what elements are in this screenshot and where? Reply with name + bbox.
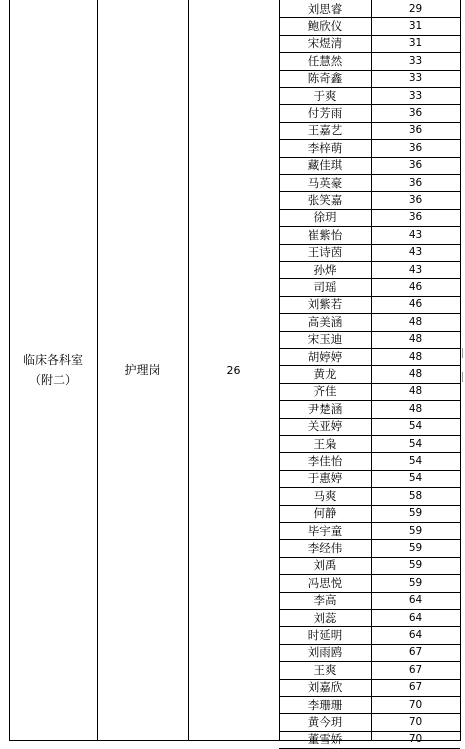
table-row xyxy=(279,139,460,156)
candidate-score: 48 xyxy=(408,385,423,398)
table-row xyxy=(279,365,460,382)
candidate-name: 李梓萌 xyxy=(307,140,343,155)
candidate-score: 59 xyxy=(408,576,423,589)
row-divider xyxy=(279,365,460,366)
candidate-score: 36 xyxy=(408,141,423,154)
row-divider xyxy=(279,278,460,279)
candidate-name: 董雪娇 xyxy=(307,732,343,747)
candidate-score: 48 xyxy=(408,402,423,415)
candidate-name: 刘禹 xyxy=(313,558,337,573)
row-divider xyxy=(279,452,460,453)
table-row xyxy=(279,87,460,104)
candidate-score: 59 xyxy=(408,542,423,555)
candidate-name: 胡婷婷 xyxy=(307,349,343,364)
candidate-score: 46 xyxy=(408,281,423,294)
candidate-name: 马英豪 xyxy=(307,175,343,190)
table-row xyxy=(279,209,460,226)
candidate-name: 毕宇童 xyxy=(307,523,343,538)
candidate-name: 何静 xyxy=(313,506,337,521)
table-row xyxy=(279,191,460,208)
table-row xyxy=(279,244,460,261)
candidate-name: 司瑶 xyxy=(313,280,337,295)
candidate-name: 高美涵 xyxy=(307,314,343,329)
candidate-name: 马爽 xyxy=(313,488,337,503)
candidate-score: 67 xyxy=(408,663,423,676)
candidate-score: 48 xyxy=(408,350,423,363)
candidate-name: 鲍欣仪 xyxy=(307,19,343,34)
candidate-name: 于爽 xyxy=(313,88,337,103)
row-divider xyxy=(279,244,460,245)
candidate-score: 59 xyxy=(408,507,423,520)
table-row xyxy=(279,679,460,696)
candidate-name: 刘蕊 xyxy=(313,610,337,625)
candidate-name: 付芳雨 xyxy=(307,106,343,121)
column-divider xyxy=(9,0,10,741)
row-divider xyxy=(279,418,460,419)
row-divider xyxy=(279,609,460,610)
row-divider xyxy=(279,487,460,488)
table-row xyxy=(279,452,460,469)
candidate-score: 67 xyxy=(408,646,423,659)
row-divider xyxy=(279,70,460,71)
row-divider xyxy=(279,174,460,175)
candidate-name: 尹楚涵 xyxy=(307,401,343,416)
table-row xyxy=(279,35,460,52)
candidate-name: 冯思悦 xyxy=(307,575,343,590)
candidate-name: 王嘉艺 xyxy=(307,123,343,138)
department-note: （附二） xyxy=(28,372,77,387)
candidate-score: 43 xyxy=(408,263,423,276)
candidate-score: 58 xyxy=(408,489,423,502)
table-row xyxy=(279,261,460,278)
candidate-score: 70 xyxy=(408,733,423,746)
candidate-name: 孙烨 xyxy=(313,262,337,277)
candidate-score: 48 xyxy=(408,315,423,328)
row-divider xyxy=(279,313,460,314)
candidate-name: 李珊珊 xyxy=(307,697,343,712)
candidate-score: 64 xyxy=(408,629,423,642)
row-divider xyxy=(279,191,460,192)
row-divider xyxy=(279,383,460,384)
table-row xyxy=(279,400,460,417)
table-row xyxy=(279,574,460,591)
candidate-score: 36 xyxy=(408,211,423,224)
row-divider xyxy=(279,226,460,227)
candidate-name: 藏佳琪 xyxy=(307,158,343,173)
row-divider xyxy=(279,104,460,105)
column-divider xyxy=(188,0,189,741)
row-divider xyxy=(279,52,460,53)
candidate-name: 陈奇鑫 xyxy=(307,71,343,86)
candidate-score: 43 xyxy=(408,246,423,259)
table-row xyxy=(279,331,460,348)
table-row xyxy=(279,557,460,574)
candidate-score: 46 xyxy=(408,298,423,311)
candidate-name: 时延明 xyxy=(307,628,343,643)
candidate-score: 70 xyxy=(408,698,423,711)
table-row xyxy=(279,522,460,539)
candidate-score: 54 xyxy=(408,472,423,485)
candidate-score: 31 xyxy=(408,20,423,33)
table-row xyxy=(279,487,460,504)
table-row xyxy=(279,17,460,34)
candidate-score: 36 xyxy=(408,124,423,137)
candidate-score: 70 xyxy=(408,716,423,729)
row-divider xyxy=(279,539,460,540)
candidate-name: 任慧然 xyxy=(307,53,343,68)
candidate-score: 33 xyxy=(408,72,423,85)
candidate-score: 33 xyxy=(408,54,423,67)
candidate-score: 48 xyxy=(408,368,423,381)
table-row xyxy=(279,157,460,174)
table-row xyxy=(279,505,460,522)
candidate-score: 48 xyxy=(408,333,423,346)
candidate-name: 于惠婷 xyxy=(307,471,343,486)
row-divider xyxy=(279,331,460,332)
quota-number: 26 xyxy=(226,363,241,377)
row-divider xyxy=(279,522,460,523)
candidate-score: 67 xyxy=(408,681,423,694)
candidate-name: 王诗茵 xyxy=(307,245,343,260)
column-divider xyxy=(460,0,461,741)
candidate-score: 33 xyxy=(408,89,423,102)
table-row xyxy=(279,0,460,17)
candidate-name: 刘雨鸥 xyxy=(307,645,343,660)
table-row xyxy=(279,70,460,87)
candidate-score: 43 xyxy=(408,228,423,241)
table-row xyxy=(279,418,460,435)
candidate-score: 54 xyxy=(408,437,423,450)
column-divider xyxy=(279,0,280,741)
row-divider xyxy=(279,696,460,697)
table-row xyxy=(279,296,460,313)
table-row xyxy=(279,313,460,330)
candidate-score: 31 xyxy=(408,37,423,50)
row-divider xyxy=(279,713,460,714)
table-row xyxy=(279,435,460,452)
candidate-score: 54 xyxy=(408,455,423,468)
table-row xyxy=(279,278,460,295)
candidate-score: 29 xyxy=(408,2,423,15)
row-divider xyxy=(279,139,460,140)
candidate-name: 张笑嘉 xyxy=(307,193,343,208)
candidate-name: 黄今玥 xyxy=(307,715,343,730)
department-cell xyxy=(9,0,97,741)
row-divider xyxy=(279,400,460,401)
column-divider xyxy=(97,0,98,741)
table-row xyxy=(279,539,460,556)
candidate-name: 李经伟 xyxy=(307,541,343,556)
post-cell xyxy=(97,0,188,741)
candidate-name: 关亚婷 xyxy=(307,419,343,434)
quota-cell xyxy=(188,0,279,741)
row-divider xyxy=(279,35,460,36)
table-row xyxy=(279,644,460,661)
row-divider xyxy=(279,592,460,593)
row-divider xyxy=(279,731,460,732)
row-divider xyxy=(279,644,460,645)
candidate-score: 64 xyxy=(408,594,423,607)
candidate-name: 王爽 xyxy=(313,662,337,677)
table-row xyxy=(279,174,460,191)
candidate-score: 36 xyxy=(408,159,423,172)
candidate-name: 宋玉迪 xyxy=(307,332,343,347)
table-row xyxy=(279,348,460,365)
table-row xyxy=(279,52,460,69)
row-divider xyxy=(279,209,460,210)
candidate-name: 宋煜清 xyxy=(307,36,343,51)
table-row xyxy=(279,592,460,609)
row-divider xyxy=(279,157,460,158)
row-divider xyxy=(279,679,460,680)
row-divider xyxy=(279,574,460,575)
candidate-name: 黄龙 xyxy=(313,367,337,382)
candidate-name: 齐佳 xyxy=(313,384,337,399)
table-bottom-border xyxy=(9,740,460,741)
row-divider xyxy=(279,557,460,558)
row-divider xyxy=(279,296,460,297)
table-row xyxy=(279,104,460,121)
candidate-score: 36 xyxy=(408,194,423,207)
candidate-name: 崔紫怡 xyxy=(307,227,343,242)
candidate-score: 59 xyxy=(408,524,423,537)
candidate-name: 徐玥 xyxy=(313,210,337,225)
candidate-name: 刘思睿 xyxy=(307,1,343,16)
row-divider xyxy=(279,661,460,662)
table-row xyxy=(279,609,460,626)
candidate-name: 李佳怡 xyxy=(307,454,343,469)
table-row xyxy=(279,713,460,730)
candidate-name: 刘紫若 xyxy=(307,297,343,312)
row-divider xyxy=(279,505,460,506)
table-row xyxy=(279,626,460,643)
table-row xyxy=(279,696,460,713)
candidate-score: 54 xyxy=(408,420,423,433)
row-divider xyxy=(279,261,460,262)
row-divider xyxy=(279,470,460,471)
candidate-name: 李高 xyxy=(313,593,337,608)
candidate-score: 59 xyxy=(408,559,423,572)
table-row xyxy=(279,661,460,678)
row-divider xyxy=(279,348,460,349)
row-divider xyxy=(279,626,460,627)
row-divider xyxy=(279,122,460,123)
department-name: 临床各科室 xyxy=(22,353,83,368)
table-row xyxy=(279,226,460,243)
row-divider xyxy=(279,17,460,18)
column-divider xyxy=(371,0,372,741)
candidate-score: 36 xyxy=(408,107,423,120)
row-divider xyxy=(279,435,460,436)
table-row xyxy=(279,470,460,487)
candidate-name: 刘嘉欣 xyxy=(307,680,343,695)
table-row xyxy=(279,383,460,400)
post-name: 护理岗 xyxy=(124,362,161,377)
candidate-name: 王枭 xyxy=(313,436,337,451)
candidate-score: 64 xyxy=(408,611,423,624)
table-row xyxy=(279,122,460,139)
row-divider xyxy=(279,87,460,88)
candidate-score: 36 xyxy=(408,176,423,189)
